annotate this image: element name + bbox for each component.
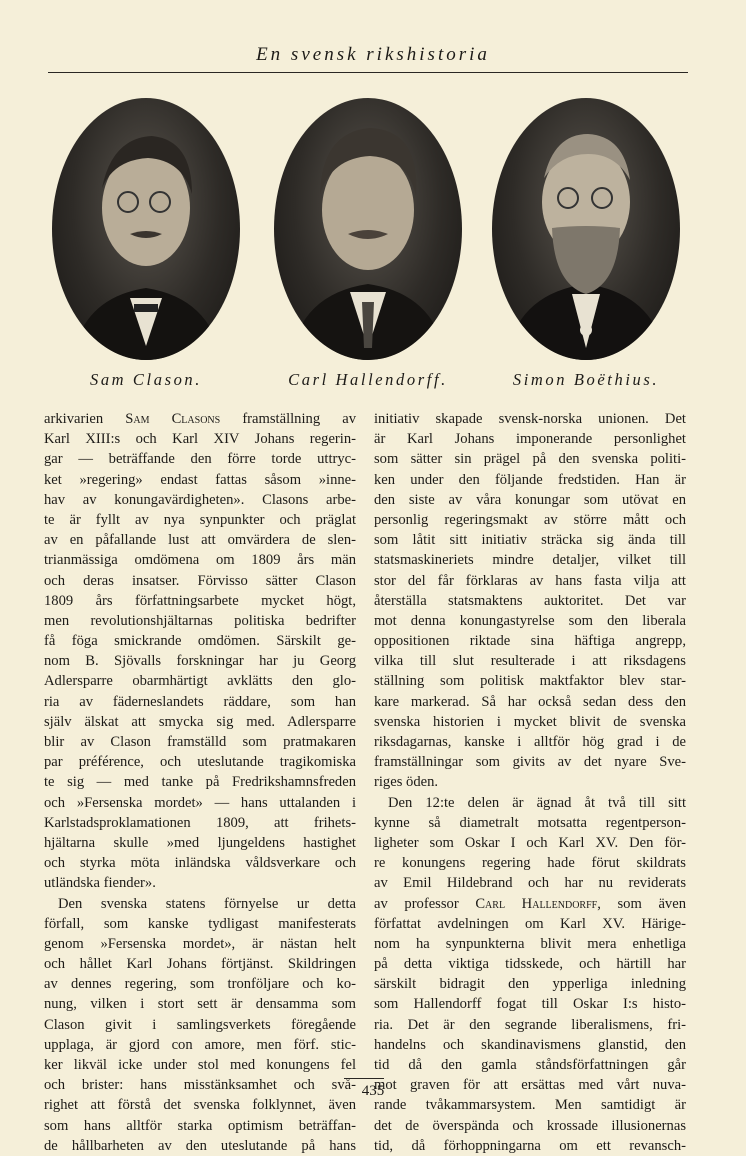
text-line: nom ha synpunkterna blivit mera enhetliga (374, 935, 686, 952)
text-line: Den 12:te delen är ägnad åt två till sitt (388, 794, 686, 811)
text-line: handelns och skandinavismens glanstid, den (374, 1036, 686, 1053)
text-line: nung, vilken i stort sett är densamma som (44, 996, 356, 1013)
text-line: som låtit sitt initiativ sträcka sig ända till (374, 532, 686, 549)
text-line: hav av konungavärdigheten». Clasons arbe- (44, 491, 356, 508)
portrait-photo-2 (274, 98, 462, 360)
text-line: hjältarna skulle »med ljungeldens hastighet (44, 834, 356, 851)
text-column-left (44, 409, 356, 1156)
text-line: förfall, som kanske tydligast manifesterats (44, 915, 356, 932)
small-caps-name: Sam Clasons (125, 411, 221, 427)
text-line: och brister: hans misstänksamhet och svå- (44, 1077, 356, 1094)
portrait-caption-3: Simon Boëthius. (512, 370, 660, 389)
text-line: gar — beträffande den förre torde uttryc- (44, 451, 356, 468)
text-line: rande tvåkammarsystem. Men samtidigt är (374, 1097, 686, 1114)
text-line: genom »Fersenska mordet», är nästan helt (44, 935, 356, 952)
portrait-photo-3 (492, 98, 680, 360)
text-line: som hans alltför starka optimism beträffan- (44, 1117, 356, 1134)
text-line: är Karl Johans imponerande personlighet (374, 431, 686, 448)
text-line: oppositionen riktade sina häftiga angrepp, (374, 633, 686, 650)
text-line: på detta viktiga tidsskede, och härtill har (374, 956, 686, 973)
text-line: särskilt bidragit den ypperliga inledning (374, 976, 686, 993)
text-line: stor del får förklaras av hans fasta vilja att (374, 572, 686, 589)
text-line: och hållet Karl Johans förtjänst. Skildringen (44, 956, 356, 973)
text-line: utländska fiender». (44, 875, 156, 892)
portrait-carl-hallendorff (274, 98, 462, 360)
text-line: av dennes regering, som tronföljare och ko- (44, 976, 356, 993)
text-line: och »Fersenska mordet» — hans uttalanden i (44, 794, 356, 811)
text-line: de hållbarheten av den uteslutande på hans (44, 1137, 356, 1154)
text-line: få föga smickrande omdömen. Särskilt ge- (44, 633, 356, 650)
text-line: av en påfallande lust att omvärdera de slen- (44, 532, 356, 549)
text-line: 1809 års författningsarbete mycket högt, (44, 592, 356, 609)
portrait-photo-1 (52, 98, 240, 360)
header-rule (48, 72, 688, 73)
portrait-sam-clason (52, 98, 240, 360)
running-head: En svensk rikshistoria (256, 44, 490, 65)
text-line: te är fyllt av nya synpunkter och präglat (44, 511, 356, 528)
text-line: ker likväl icke under stol med konungens fel (44, 1057, 356, 1073)
text-line: ken under den följande fredstiden. Han är (374, 471, 686, 488)
text-line: kynne så diametralt motsatta regentperson- (374, 814, 686, 831)
text-line: ria. Det är den segrande liberalismens, fri- (374, 1016, 686, 1033)
text-line: som Hallendorff fogat till Oskar I:s histo- (374, 996, 686, 1013)
portrait-caption-1: Sam Clason. (89, 370, 203, 389)
text-line: personlig regeringsmakt av större mått och (374, 511, 686, 528)
text-line: ligheter som Oskar I och Karl XV. Den för- (374, 834, 686, 851)
text-line: Karlstadsproklamationen 1809, att frihets- (44, 814, 356, 831)
text-line: nom B. Sjövalls forskningar har ju Georg (44, 653, 356, 670)
text-line: righet att förstå det svenska folklynnet, även (44, 1097, 356, 1114)
portrait-caption-2: Carl Hallendorff. (288, 370, 448, 389)
text-line: trianmässiga omdömena om 1809 års män (44, 552, 356, 569)
text-line: tid då den gamla ståndsförfattningen går (374, 1057, 686, 1073)
text-line: den siste av våra konungar som utövat en (374, 491, 686, 508)
text-line: återställa statsmaktens auktoritet. Det var (374, 592, 686, 609)
text-line: initiativ skapade svensk-norska unionen. Det (374, 411, 686, 427)
text-line: riksdagarnas, kanske i alltför hög grad i de (374, 734, 686, 750)
text-line: upplaga, är gjord con amore, men förf. stic- (44, 1036, 356, 1053)
text-line: det de överspända och krossade illusionernas (374, 1117, 686, 1134)
text-line: författat avdelningen om Karl XV. Härige- (374, 915, 686, 932)
text-line: arkivarien Sam Clasons framställning av (44, 411, 356, 427)
portrait-simon-boethius (492, 98, 680, 360)
page-number: 435 (361, 1083, 385, 1099)
text-line: och deras insatser. Förvisso sätter Clason (44, 572, 356, 589)
text-line: tid, då förhoppningarna om ett revansch- (374, 1137, 686, 1154)
text-line: av professor Carl Hallendorff, som även (374, 895, 686, 912)
footer-rule (344, 1078, 384, 1079)
text-line: svenska historien i mycket blivit de svenska (374, 713, 686, 730)
text-line: blir av Clason framställd som pratmakaren (44, 734, 356, 750)
text-line: par préférence, och uteslutande tragikomiska (44, 754, 356, 771)
text-line: Clason givit i samlingsverkets föregående (44, 1016, 356, 1033)
text-line: och styrka möta inländska våldsverkare och (44, 855, 356, 872)
text-line: som sätter sin prägel på den svenska politi- (374, 451, 686, 468)
text-line: ket »regering» endast fattas såsom »inne- (44, 471, 356, 488)
text-line: Karl XIII:s och Karl XIV Johans regerin- (44, 431, 356, 448)
text-line: riges öden. (374, 774, 439, 791)
text-line: kare markerad. Så har också sedan dess den (374, 693, 686, 710)
small-caps-name: Carl Hallendorff (475, 895, 598, 912)
text-line: men revolutionshjältarnas politiska bedrifter (44, 612, 356, 629)
text-line: framställningar som givits av det nyare Sve- (374, 754, 686, 771)
text-column-right (374, 409, 686, 1156)
text-line: ställning som politisk maktfaktor blev star- (374, 673, 686, 690)
text-line: vilka till slut resulterade i att riksdagens (374, 653, 686, 670)
text-line: ria av fädernеslandets räddare, som han (44, 693, 356, 710)
text-line: re konungens regering hade förut skildrats (374, 855, 686, 872)
text-line: av Emil Hildebrand och har nu reviderats (374, 875, 686, 892)
text-line: te sig — med tanke på Fredrikshamnsfreden (44, 774, 356, 791)
text-line: Den svenska statens förnyelse ur detta (58, 895, 356, 912)
text-line: själv älskat att smycka sig med. Adlersparre (44, 713, 356, 730)
text-line: statsmaskineriets mindre detaljer, vilket till (374, 552, 686, 569)
text-line: mot graven för att ersättas med vårt nuva- (374, 1077, 686, 1094)
text-line: Adlersparre obarmhärtigt avklätts den glo- (44, 673, 356, 690)
text-line: mot denna konungastyrelse som den liberala (374, 612, 686, 629)
